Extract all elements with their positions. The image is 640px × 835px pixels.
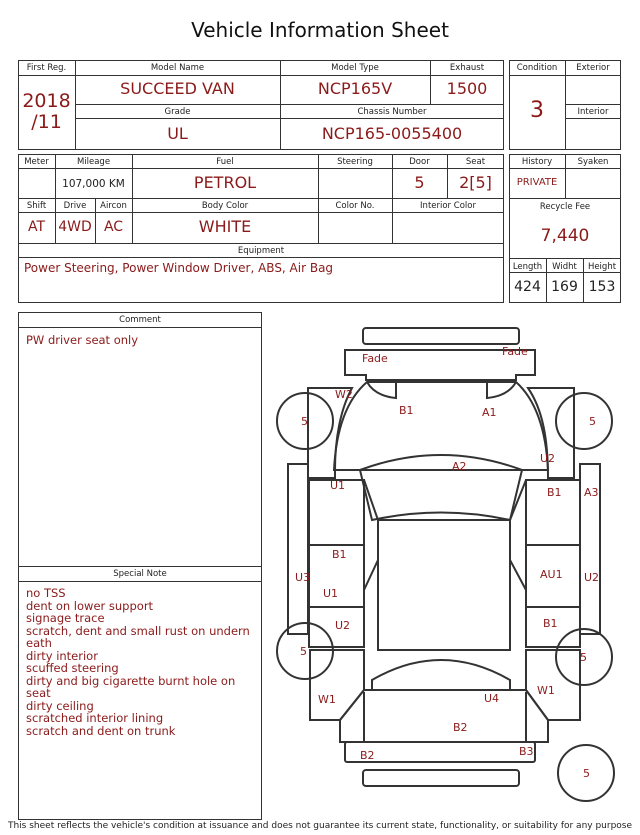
door-label: Door [409, 157, 430, 167]
model-type-value: NCP165V [317, 79, 393, 98]
car-damage-diagram [268, 318, 630, 814]
special-note-item: no TSS [26, 586, 66, 600]
door-value: 5 [414, 173, 425, 192]
fuel-label: Fuel [216, 157, 234, 167]
drive-value: 4WD [58, 219, 92, 235]
height-label: Height [587, 262, 617, 272]
mark-u2-right-side: U2 [584, 571, 600, 584]
first-reg-month: /11 [31, 111, 62, 133]
aircon-value: AC [103, 219, 124, 235]
condition-label: Condition [516, 63, 558, 73]
condition-value: 3 [530, 98, 544, 123]
recycle-fee-label: Recycle Fee [539, 202, 591, 212]
mark-b1-right-fender: B1 [547, 486, 562, 499]
color-no-label: Color No. [335, 201, 375, 211]
special-note-item: scratch, dent and small rust on undern [26, 623, 250, 638]
body-color-label: Body Color [201, 201, 249, 211]
mark-u3-left-side: U3 [295, 571, 311, 584]
mark-w2: W2 [335, 388, 353, 401]
special-note-item: dirty interior [26, 648, 98, 663]
mark-fade-right: Fade [502, 345, 528, 358]
special-note-item: dirty ceiling [26, 698, 94, 713]
shift-label: Shift [26, 201, 47, 211]
tailgate [340, 690, 548, 742]
windshield [360, 455, 522, 520]
steering-label: Steering [337, 157, 373, 167]
mark-u2-left-rear: U2 [335, 619, 351, 632]
mark-u2-right-fender: U2 [540, 452, 556, 465]
aircon-label: Aircon [100, 201, 127, 211]
special-note-item: eath [26, 636, 52, 650]
special-note-item: dent on lower support [26, 598, 154, 613]
grade-value: UL [167, 124, 188, 143]
grade-label: Grade [164, 107, 191, 117]
height-value: 153 [588, 279, 616, 295]
width-value: 169 [551, 279, 578, 295]
mark-a2-hood: A2 [452, 460, 467, 473]
mark-tire-spare: 5 [583, 767, 590, 780]
first-reg-year: 2018 [22, 90, 71, 112]
recycle-fee-value: 7,440 [540, 226, 590, 246]
mark-w1-left: W1 [318, 693, 336, 706]
rear-step [363, 770, 519, 786]
front-bumper [363, 328, 519, 344]
disclaimer-footer: This sheet reflects the vehicle's condition at issuance and does not guarantee its current state, functionality, or suitability for any purpose [7, 821, 633, 831]
exterior-label: Exterior [576, 63, 610, 73]
first-reg-label: First Reg. [26, 63, 67, 73]
model-name-label: Model Name [150, 63, 205, 73]
chassis-number-label: Chassis Number [357, 107, 427, 117]
mark-b1-left-door: B1 [332, 548, 347, 561]
mark-tire-rr: 5 [580, 651, 587, 664]
mileage-value: 107,000 KM [62, 178, 125, 190]
equipment-label: Equipment [237, 246, 285, 256]
chassis-number-value: NCP165-0055400 [321, 124, 463, 143]
special-note-item: scuffed steering [26, 661, 119, 675]
comment-label: Comment [119, 315, 161, 325]
special-note-item: scratched interior lining [26, 711, 164, 725]
meter-label: Meter [24, 157, 49, 167]
mark-au1-right-door: AU1 [540, 568, 563, 581]
mark-b1-right-rear: B1 [543, 617, 558, 630]
mark-u4-rear: U4 [484, 692, 500, 705]
special-note-item: signage trace [26, 611, 105, 625]
special-notes-list [26, 587, 250, 737]
roof [378, 520, 510, 650]
length-label: Length [512, 262, 543, 272]
seat-label: Seat [465, 157, 486, 167]
drive-label: Drive [63, 201, 87, 211]
model-name-value: SUCCEED VAN [120, 79, 235, 98]
mark-a1-front: A1 [482, 406, 497, 419]
left-side-panel [288, 464, 311, 634]
special-note-label: Special Note [113, 569, 167, 579]
length-value: 424 [514, 279, 541, 295]
mileage-label: Mileage [76, 157, 111, 167]
mark-w1-right: W1 [537, 684, 555, 697]
left-rear-panel [310, 650, 364, 720]
history-value: PRIVATE [516, 177, 558, 188]
body-color-value: WHITE [198, 217, 252, 236]
mark-tire-rl: 5 [300, 645, 307, 658]
exhaust-value: 1500 [446, 79, 488, 98]
fuel-value: PETROL [193, 173, 257, 192]
page-title: Vehicle Information Sheet [191, 18, 449, 42]
mark-b1-front-left: B1 [399, 404, 414, 417]
mark-tire-fl: 5 [301, 415, 308, 428]
history-label: History [521, 157, 553, 167]
mark-b3-bumper: B3 [519, 745, 534, 758]
interior-label: Interior [577, 107, 609, 117]
seat-value: 2[5] [459, 173, 492, 192]
tire-front-right [556, 393, 612, 449]
comment-text: PW driver seat only [26, 333, 139, 347]
mark-u1-left-fender: U1 [330, 479, 346, 492]
width-label: Widht [552, 262, 577, 272]
syaken-label: Syaken [577, 157, 609, 167]
exhaust-label: Exhaust [449, 63, 485, 73]
mark-b2-trunk: B2 [453, 721, 468, 734]
mark-a3-right-side: A3 [584, 486, 599, 499]
mark-u1-left-door: U1 [323, 587, 339, 600]
mark-tire-fr: 5 [589, 415, 596, 428]
shift-value: AT [27, 219, 46, 235]
special-note-item: scratch and dent on trunk [26, 723, 176, 738]
special-note-item: seat [26, 686, 51, 700]
rear-window [372, 660, 510, 690]
interior-color-label: Interior Color [420, 201, 476, 211]
equipment-value: Power Steering, Power Window Driver, ABS, Air Bag [24, 261, 334, 275]
mark-fade-left: Fade [362, 352, 388, 365]
special-note-item: dirty and big cigarette burnt hole on [26, 673, 236, 688]
front-section [334, 382, 548, 470]
mark-b2-bumper: B2 [360, 749, 375, 762]
model-type-label: Model Type [331, 63, 379, 73]
